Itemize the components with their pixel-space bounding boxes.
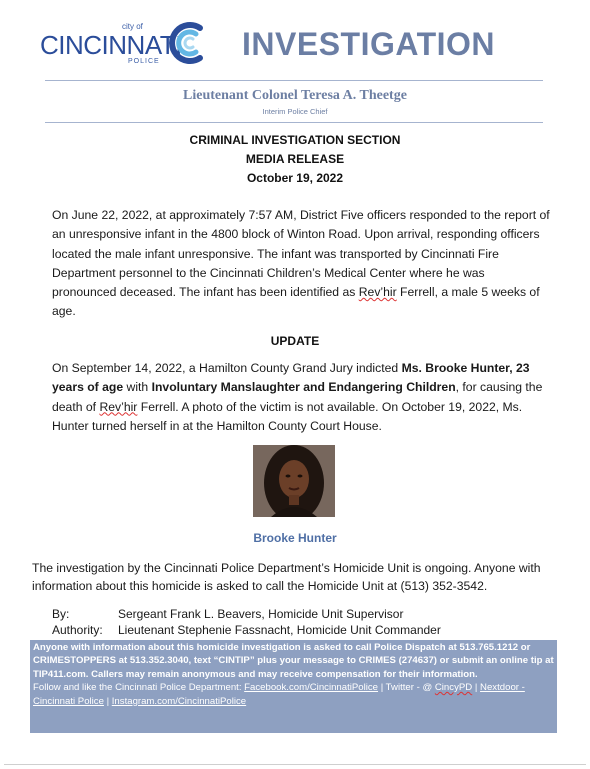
incident-text-1: On June 22, 2022, at approximately 7:57 AM, District Five officers responded to the report of an unresponsive infant in the 4800 block of Winton Road. Upon arrival, responding officers located the male infant unresponsive. The infant was transported by Cincinnati Fire Department personnel to the Cincinnati Children’s Medical Center where he was pronounced deceased. The infant has been identified as [52,208,550,300]
logo-city-of-text: city of [122,22,143,31]
victim-first-name: Rev’hir [358,285,397,300]
twitter-handle-link[interactable]: CincyPD [434,682,473,694]
header-divider-top [45,80,543,81]
chief-title: Interim Police Chief [262,107,328,116]
page-headline: INVESTIGATION [242,26,496,62]
victim-first-name-update: Rev’hir [99,399,138,414]
facebook-link[interactable]: Facebook.com/CincinnatiPolice [244,682,379,694]
logo-police-text: POLICE [128,58,160,65]
header-divider-bottom [45,122,543,123]
suspect-portrait-image [253,445,335,517]
incident-text-2: Ferrell, a male 5 weeks of age. [52,285,540,319]
update-text-4: Ferrell. A photo of the victim is not available. On October 19, 2022, Ms. Hunter turned herself in at the Hamilton County Court House. [52,399,523,433]
separator-1: | [472,682,478,694]
by-value: Sergeant Frank L. Beavers, Homicide Unit Supervisor [118,607,404,621]
update-heading: UPDATE [270,334,320,348]
signature-by [52,607,403,621]
cincinnati-police-logo [40,18,210,70]
page-bottom-rule [4,764,586,765]
update-text-2: with [123,380,152,395]
tips-text: Anyone with information about this homicide investigation is asked to call Police Dispatch at 513.765.1212 or CRIMESTOPPERS at 513.352.3040, text “CINTIP” plus your message to CRIMES (274637) or submit an online tip at TIP411.com. Callers may remain anonymous and may receive compensation for their information. [33,642,554,680]
follow-text: Follow and like the Cincinnati Police Department: [33,682,245,694]
tips-box [30,640,557,733]
signature-authority [52,623,441,637]
section-title: CRIMINAL INVESTIGATION SECTION [189,133,401,147]
by-label: By: [52,607,70,621]
ongoing-paragraph: The investigation by the Cincinnati Police Department’s Homicide Unit is ongoing. Anyone with information about this homicide is asked to call the Homicide Unit at (513) 352-3542. [32,561,541,593]
twitter-text: | Twitter - @ [378,682,435,694]
charges: Involuntary Manslaughter and Endangering Children [151,380,456,395]
logo-city-text: CINCINNATI [40,30,182,60]
authority-label: Authority: [52,623,103,637]
release-date: October 19, 2022 [246,171,344,185]
incident-paragraph [52,206,552,322]
update-text-1: On September 14, 2022, a Hamilton County Grand Jury indicted [52,361,402,375]
logo-c-swirl-icon [164,18,210,68]
instagram-link[interactable]: Instagram.com/CincinnatiPolice [111,695,247,707]
nextdoor-link[interactable]: Nextdoor - Cincinnati Police [33,682,525,707]
suspect-name-age: Ms. Brooke Hunter, 23 years of age [52,361,530,395]
photo-caption: Brooke Hunter [253,531,337,545]
suspect-photo [253,445,335,517]
authority-value: Lieutenant Stephenie Fassnacht, Homicide Unit Commander [118,623,441,637]
separator-2: | [103,695,112,707]
update-paragraph [52,359,552,436]
release-type: MEDIA RELEASE [245,152,345,166]
update-text-3: , for causing the death of [52,380,543,414]
chief-name: Lieutenant Colonel Teresa A. Theetge [183,88,407,103]
